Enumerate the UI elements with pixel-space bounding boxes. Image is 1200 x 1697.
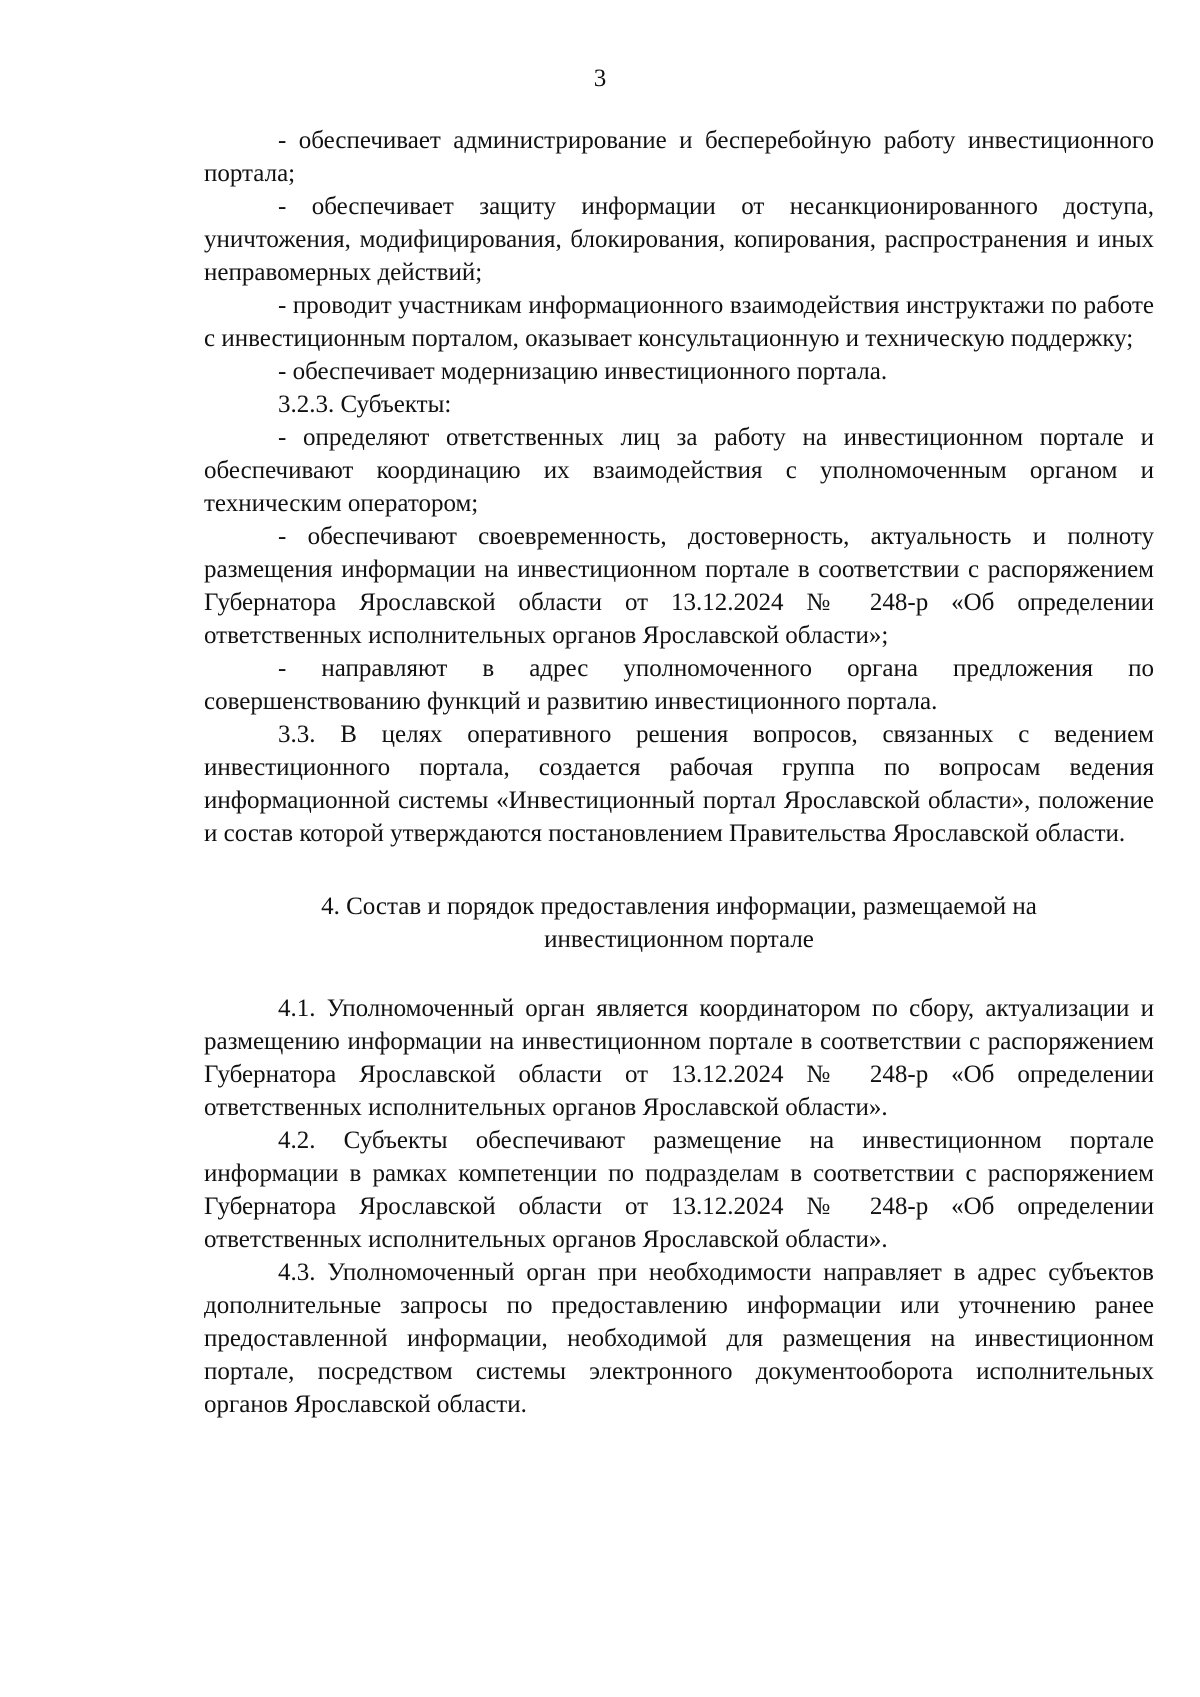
paragraph-timeliness: - обеспечивают своевременность, достоверность, актуальность и полноту размещения информации на инвестиционном портале в соответствии с распоряжением Губернатора Ярославской области от 13.12.2024 № 248-р «Об определении ответственных исполнительных органов Ярославской области»; <box>204 523 1154 649</box>
paragraph-4-1: 4.1. Уполномоченный орган является координатором по сбору, актуализации и размещению информации на инвестиционном портале в соответствии с распоряжением Губернатора Ярославской области от 13.12.2024 № 248-р «Об определении ответственных исполнительных органов Ярославской области». <box>204 995 1154 1121</box>
heading-spacer <box>204 956 1154 992</box>
paragraph-admin: - обеспечивает администрирование и бесперебойную работу инвестиционного портала; <box>204 127 1154 187</box>
paragraph-4-2: 4.2. Субъекты обеспечивают размещение на инвестиционном портале информации в рамках компетенции по подразделам в соответствии с распоряжением Губернатора Ярославской области от 13.12.2024 № 248-р «Об определении ответственных исполнительных органов Ярославской области». <box>204 1127 1154 1253</box>
document-body <box>204 124 1154 1421</box>
page-number: 3 <box>593 65 607 92</box>
paragraph-protection: - обеспечивает защиту информации от несанкционированного доступа, уничтожения, модифицирования, блокирования, копирования, распространения и иных неправомерных действий; <box>204 193 1154 286</box>
paragraph-working-group: 3.3. В целях оперативного решения вопросов, связанных с ведением инвестиционного портала, создается рабочая группа по вопросам ведения информационной системы «Инвестиционный портал Ярославской области», положение и состав которой утверждаются постановлением Правительства Ярославской области. <box>204 721 1154 847</box>
paragraph-instruction: - проводит участникам информационного взаимодействия инструктажи по работе с инвестиционным порталом, оказывает консультационную и техническую поддержку; <box>204 292 1154 352</box>
paragraph-responsible-persons: - определяют ответственных лиц за работу на инвестиционном портале и обеспечивают координацию их взаимодействия с уполномоченным органом и техническим оператором; <box>204 424 1154 517</box>
section-heading: 4. Состав и порядок предоставления информации, размещаемой на инвестиционном портале <box>321 893 1037 953</box>
paragraph-subjects-heading: 3.2.3. Субъекты: <box>278 391 452 418</box>
paragraph-modernization: - обеспечивает модернизацию инвестиционного портала. <box>278 358 888 385</box>
paragraph-proposals: - направляют в адрес уполномоченного органа предложения по совершенствованию функций и развитию инвестиционного портала. <box>204 655 1154 715</box>
paragraph-4-3: 4.3. Уполномоченный орган при необходимости направляет в адрес субъектов дополнительные запросы по предоставлению информации или уточнению ранее предоставленной информации, необходимой для размещения на инвестиционном портале, посредством системы электронного документооборота исполнительных органов Ярославской области. <box>204 1259 1154 1418</box>
